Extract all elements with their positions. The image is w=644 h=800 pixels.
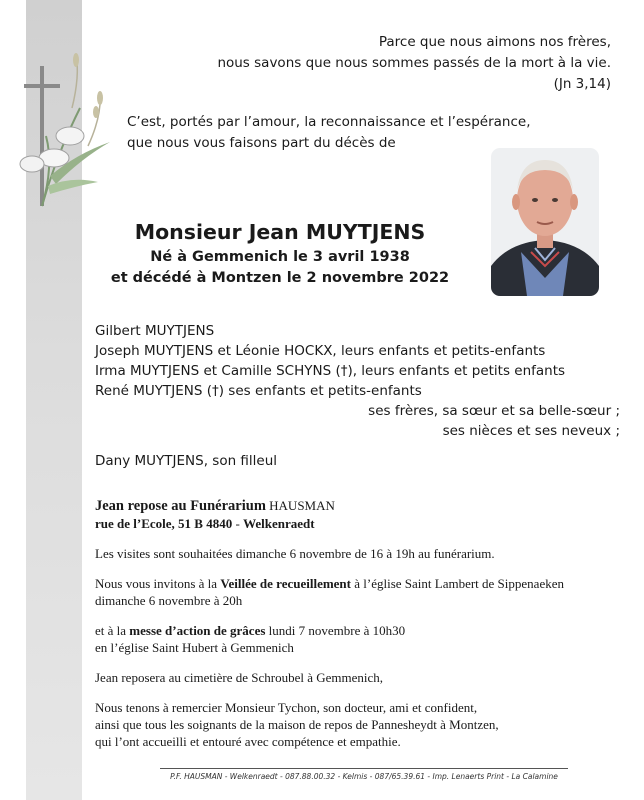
- birth-info: Né à Gemmenich le 3 avril 1938: [150, 249, 410, 265]
- mass-place: en l’église Saint Hubert à Gemmenich: [95, 640, 294, 655]
- thanks-line-2: ainsi que tous les soignants de la maison de repos de Pannesheydt à Montzen,: [95, 717, 499, 732]
- announcement-intro: [127, 112, 530, 154]
- family-member-4: René MUYTJENS (†) ses enfants et petits-enfants: [95, 383, 422, 399]
- deceased-name: Monsieur Jean MUYTJENS: [134, 220, 426, 244]
- godchild-line: Dany MUYTJENS, son filleul: [95, 453, 278, 469]
- funerarium-title: [95, 497, 620, 515]
- burial-text: Jean reposera au cimetière de Schroubel à Gemmenich,: [95, 670, 384, 685]
- address-street: rue de l’Ecole, 51 B 4840: [95, 516, 233, 531]
- funerarium-title-bold: Jean repose au Funérarium: [95, 498, 266, 514]
- quote-line-2: nous savons que nous sommes passés de la mort à la vie.: [217, 55, 611, 71]
- siblings-line: ses frères, sa sœur et sa belle-sœur ;: [368, 403, 620, 419]
- printer-footer: P.F. HAUSMAN - Welkenraedt - 087.88.00.32 - Kelmis - 087/65.39.61 - Imp. Lenaerts Print - La Calamine: [170, 772, 558, 781]
- family-list: [95, 321, 620, 471]
- visits-text: Les visites sont souhaitées dimanche 6 novembre de 16 à 19h au funérarium.: [95, 546, 495, 561]
- family-member-2: Joseph MUYTJENS et Léonie HOCKX, leurs enfants et petits-enfants: [95, 343, 546, 359]
- vigil-post: à l’église Saint Lambert de Sippenaeken: [354, 576, 564, 591]
- footer-divider: [160, 768, 568, 769]
- quote-line-1: Parce que nous aimons nos frères,: [378, 34, 611, 50]
- death-info: et décédé à Montzen le 2 novembre 2022: [110, 270, 450, 286]
- address-separator: -: [235, 516, 240, 531]
- family-member-3: Irma MUYTJENS et Camille SCHYNS (†), leurs enfants et petits enfants: [95, 363, 566, 379]
- funerarium-name: HAUSMAN: [269, 498, 335, 513]
- mass-pre: et à la: [95, 623, 127, 638]
- funeral-details: [95, 497, 620, 750]
- family-member-1: Gilbert MUYTJENS: [95, 323, 215, 339]
- funerarium-address: [95, 515, 620, 532]
- vigil-bold: Veillée de recueillement: [220, 576, 351, 591]
- address-city: Welkenraedt: [243, 516, 315, 531]
- vigil-pre: Nous vous invitons à la: [95, 576, 218, 591]
- quote-reference: (Jn 3,14): [553, 76, 611, 92]
- mass-text: [95, 622, 620, 639]
- mass-bold: messe d’action de grâces: [129, 623, 266, 638]
- portrait-photo: [491, 148, 599, 296]
- thanks-line-3: qui l’ont accueilli et entouré avec compétence et empathie.: [95, 734, 401, 749]
- nieces-nephews-line: ses nièces et ses neveux ;: [442, 423, 620, 439]
- thanks-line-1: Nous tenons à remercier Monsieur Tychon, son docteur, ami et confident,: [95, 700, 478, 715]
- vigil-date: dimanche 6 novembre à 20h: [95, 593, 243, 608]
- intro-line-1: C’est, portés par l’amour, la reconnaissance et l’espérance,: [127, 114, 531, 130]
- bible-quote: [217, 32, 611, 95]
- vigil-text: [95, 575, 620, 592]
- intro-line-2: que nous vous faisons part du décès de: [127, 135, 396, 151]
- mass-post: lundi 7 novembre à 10h30: [268, 623, 406, 638]
- cross-lily-wheat-icon: [6, 36, 116, 221]
